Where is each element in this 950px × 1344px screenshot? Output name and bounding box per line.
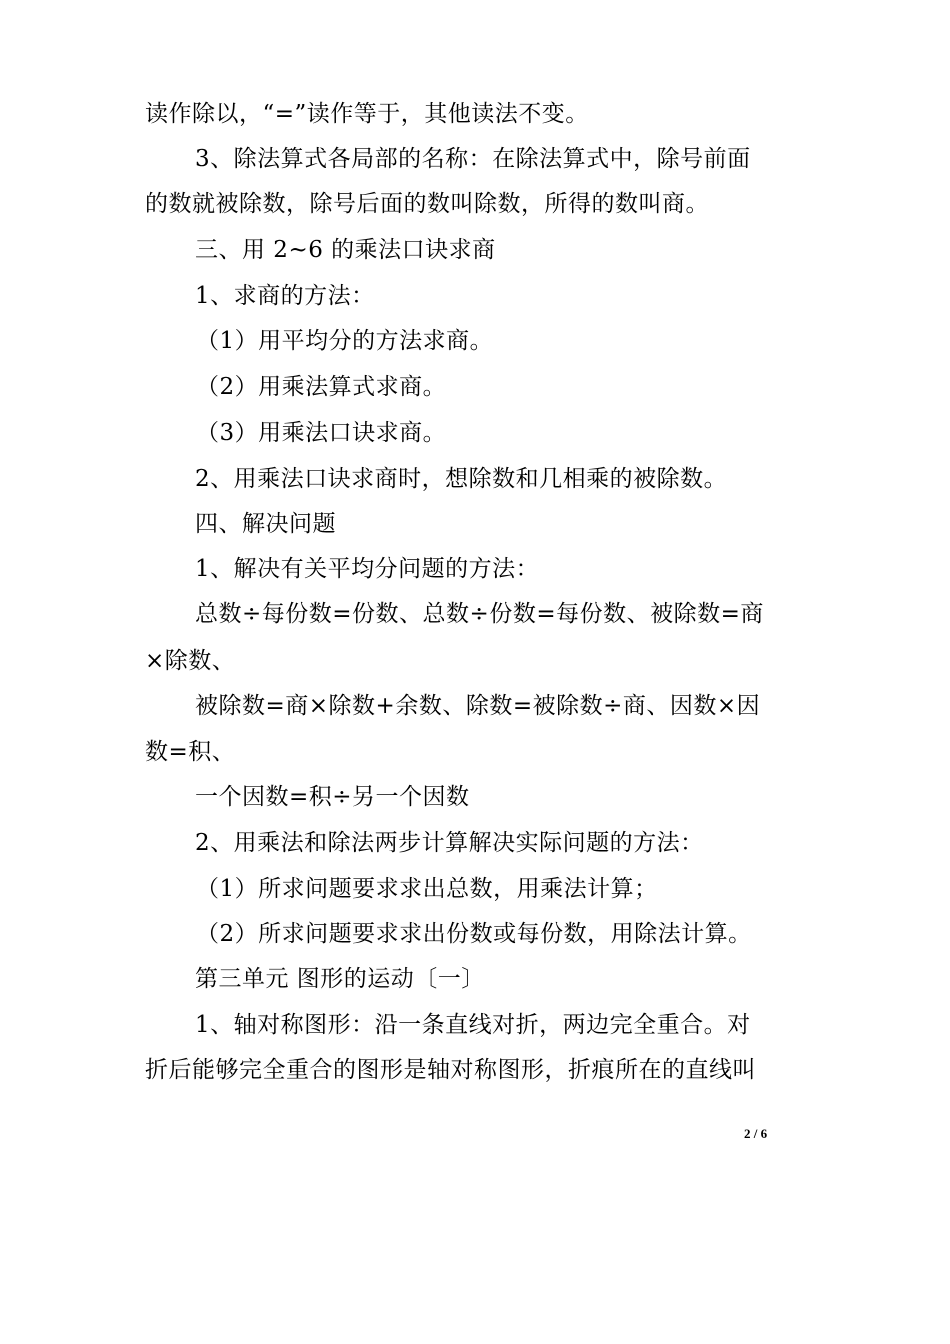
text-line: 1、解决有关平均分问题的方法： <box>195 556 540 582</box>
text-line: （1）所求问题要求求出总数，用乘法计算； <box>196 876 658 902</box>
text-line: 3、除法算式各局部的名称：在除法算式中，除号前面 <box>195 146 751 172</box>
formula-line: 数=积、 <box>145 739 236 765</box>
text-line: （2）用乘法算式求商。 <box>196 374 447 400</box>
formula-line: ×除数、 <box>145 648 236 674</box>
formula-line: 一个因数=积÷另一个因数 <box>195 784 470 810</box>
page-number: 2 / 6 <box>744 1126 768 1141</box>
text-line: 2、用乘法口诀求商时，想除数和几相乘的被除数。 <box>195 466 728 492</box>
text-line: 的数就被除数，除号后面的数叫除数，所得的数叫商。 <box>145 191 709 217</box>
formula-line: 总数÷每份数=份数、总数÷份数=每份数、被除数=商 <box>195 601 764 627</box>
text-line: （3）用乘法口诀求商。 <box>196 420 447 446</box>
text-line: （2）所求问题要求求出份数或每份数，用除法计算。 <box>196 921 752 947</box>
text-line: 1、求商的方法： <box>195 283 375 309</box>
section-heading: 第三单元 图形的运动〔一〕 <box>195 966 485 992</box>
text-line: （1）用平均分的方法求商。 <box>196 328 494 354</box>
text-line: 读作除以，“=”读作等于，其他读法不变。 <box>145 101 589 127</box>
text-line: 1、轴对称图形：沿一条直线对折，两边完全重合。对 <box>195 1012 751 1038</box>
section-heading: 四、解决问题 <box>195 511 336 537</box>
formula-line: 被除数=商×除数+余数、除数=被除数÷商、因数×因 <box>195 693 761 719</box>
text-line: 折后能够完全重合的图形是轴对称图形，折痕所在的直线叫 <box>145 1057 756 1083</box>
text-line: 2、用乘法和除法两步计算解决实际问题的方法： <box>195 830 704 856</box>
section-heading: 三、用 2~6 的乘法口诀求商 <box>195 237 496 263</box>
